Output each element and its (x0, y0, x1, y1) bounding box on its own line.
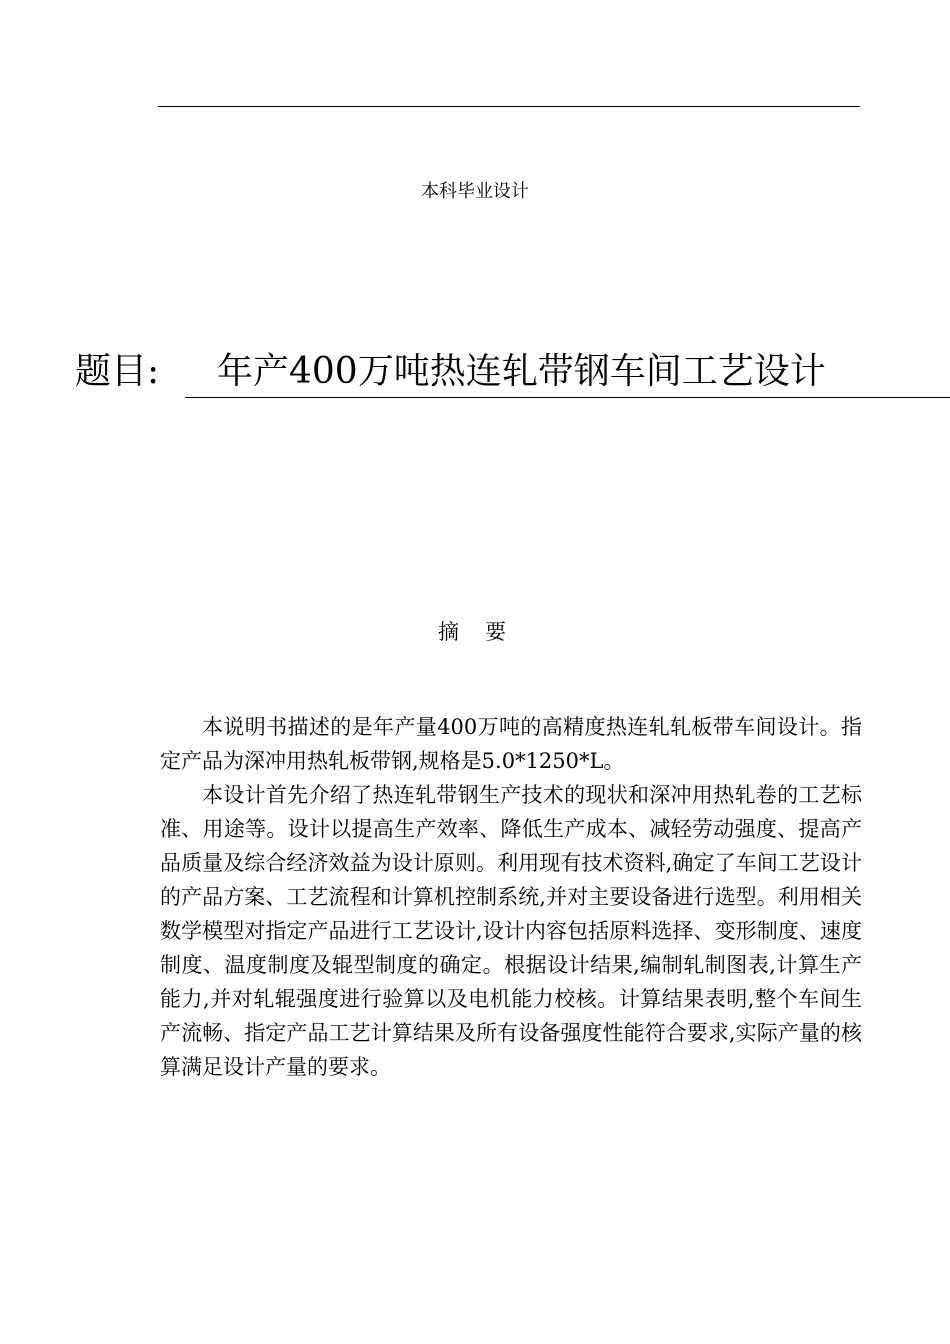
abstract-paragraph: 本设计首先介绍了热连轧带钢生产技术的现状和深冲用热轧卷的工艺标准、用途等。设计以提高生产效率、降低生产成本、减轻劳动强度、提高产品质量及综合经济效益为设计原则。利用现有技术资料,确定了车间工艺设计的产品方案、工艺流程和计算机控制系统,并对主要设备进行选型。利用相关数学模型对指定产品进行工艺设计,设计内容包括原料选择、变形制度、速度制度、温度制度及辊型制度的确定。根据设计结果,编制轧制图表,计算生产能力,并对轧辊强度进行验算以及电机能力校核。计算结果表明,整个车间生产流畅、指定产品工艺计算结果及所有设备强度性能符合要求,实际产量的核算满足设计产量的要求。 (160, 783, 862, 1079)
header-rule (158, 106, 860, 107)
thesis-title: 年产400万吨热连轧带钢车间工艺设计 (217, 351, 826, 392)
title-underline (185, 397, 950, 398)
abstract-paragraph: 本说明书描述的是年产量400万吨的高精度热连轧轧板带车间设计。指定产品为深冲用热轧板带钢,规格是5.0*1250*L。 (160, 715, 862, 773)
title-row (75, 348, 950, 400)
abstract-body (160, 710, 862, 1084)
title-label: 题目: (75, 351, 160, 392)
abstract-heading: 摘要 (438, 620, 532, 644)
thesis-type: 本科毕业设计 (421, 181, 529, 202)
